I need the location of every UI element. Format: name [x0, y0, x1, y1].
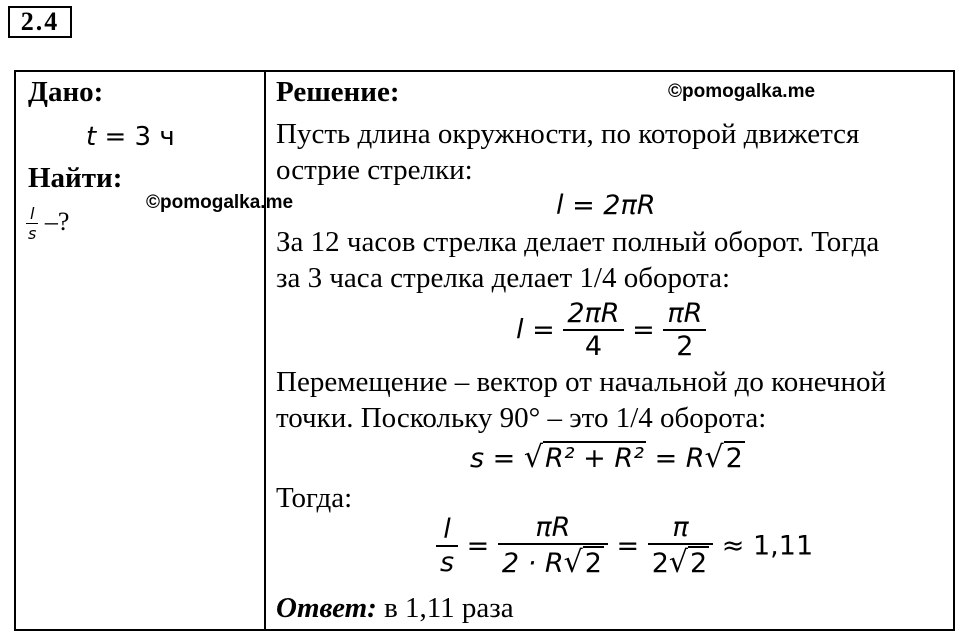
find-heading: Найти: [28, 162, 123, 194]
equation-quarter-arc: l = $\frac{2\pi R}{4}$ = $\frac{\pi R}{2}$ [516, 298, 706, 362]
equation-circumference: l = 2πR [556, 190, 656, 221]
solution-line-3: За 12 часов стрелка делает полный оборот. Тогда [276, 226, 880, 258]
problem-number: 2.4 [8, 6, 72, 38]
watermark-left: ©pomogalka.me [146, 192, 294, 213]
solution-heading: Решение: [276, 76, 400, 108]
solution-line-1: Пусть длина окружности, по которой движется [276, 118, 860, 150]
equation-ratio: $\frac{l}{s}$ = $\frac{\pi R}{2 \cdot R√2}$ = $\frac{\pi}{2√2}$ ≈ 1,11 [436, 512, 813, 580]
answer-line: Ответ: в 1,11 раза [276, 592, 514, 624]
column-divider [264, 70, 266, 631]
watermark-right: ©pomogalka.me [668, 81, 816, 102]
given-heading: Дано: [28, 76, 104, 108]
solution-line-4: за 3 часа стрелка делает 1/4 оборота: [276, 262, 731, 294]
solution-line-7: Тогда: [276, 482, 353, 514]
solution-line-6: точки. Поскольку 90° – это 1/4 оборота: [276, 402, 767, 434]
find-quantity: $\frac{l}{s}$ –? [28, 204, 70, 243]
solution-line-5: Перемещение – вектор от начальной до конечной [276, 366, 887, 398]
equation-displacement: s = √R² + R² = R√2 [470, 440, 743, 475]
solution-line-2: острие стрелки: [276, 154, 473, 186]
given-condition: t = 3 ч [86, 122, 175, 152]
